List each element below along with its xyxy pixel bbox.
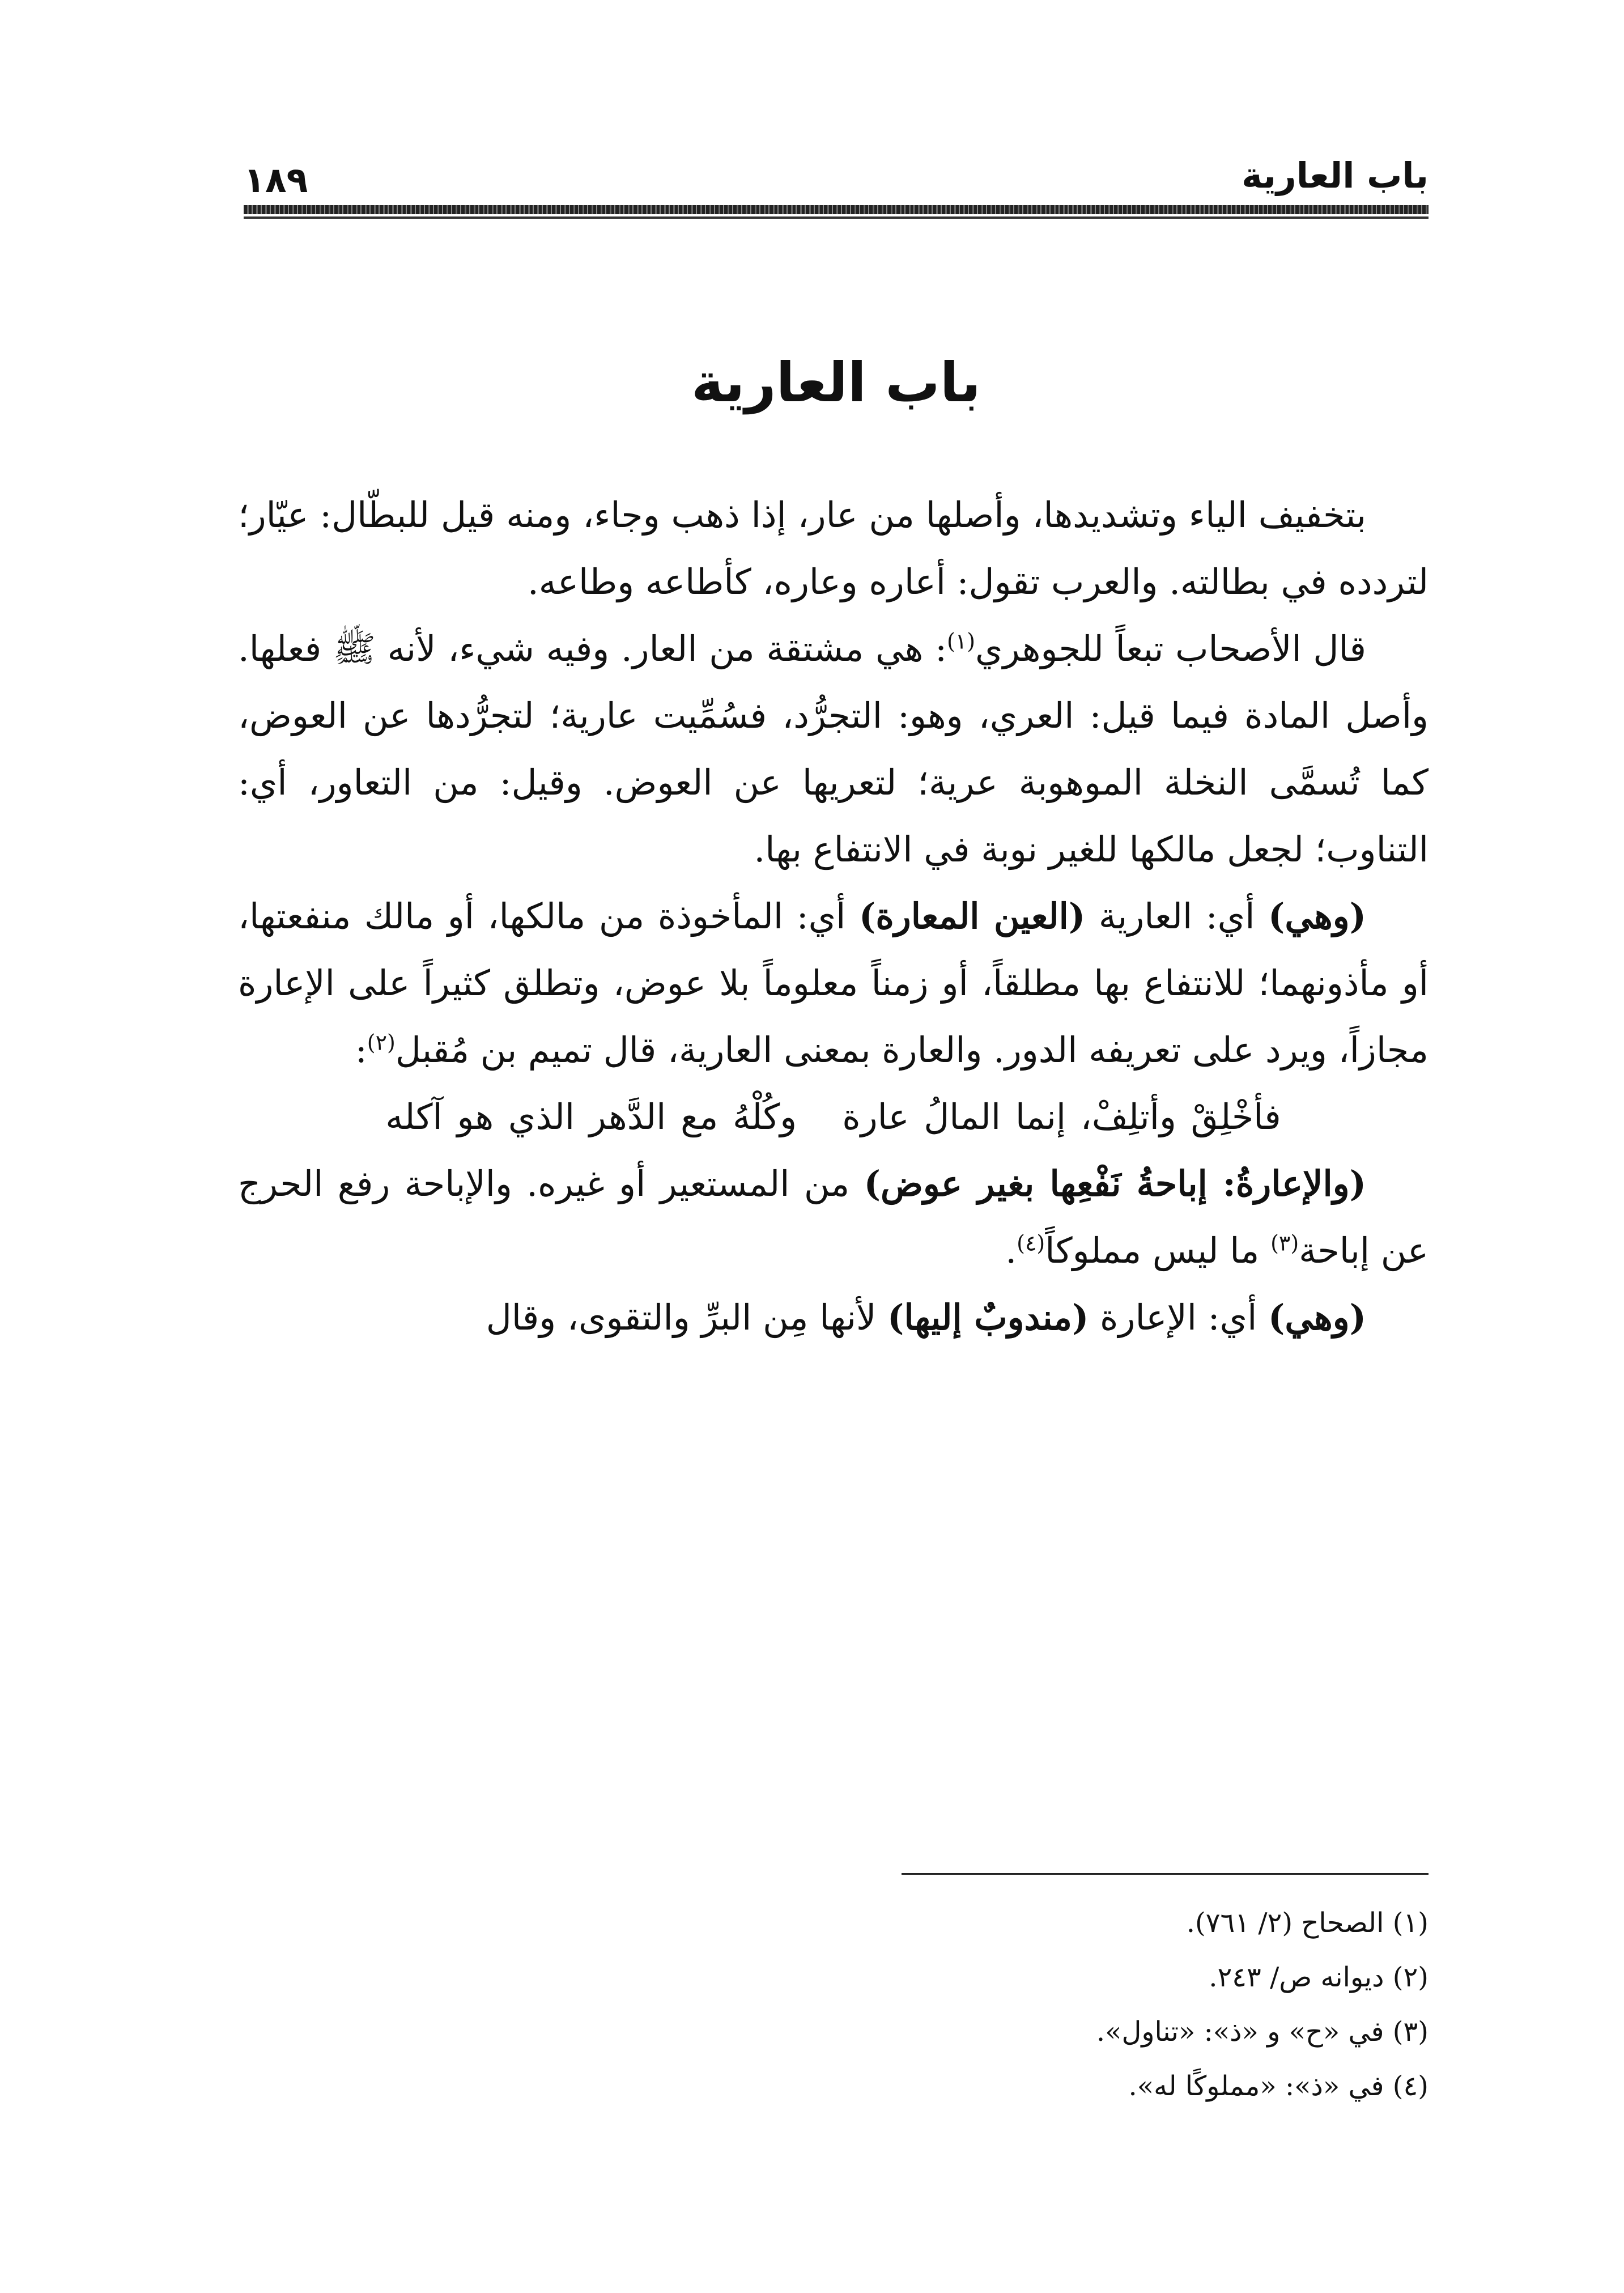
matn-text: (والإعارةُ: إباحةُ نَفْعِها بغير عوض) [864,1163,1366,1204]
body-paragraph [238,482,1429,615]
verse-hemistich: فأخْلِقْ وأتلِفْ، إنما المالُ عارة [842,1096,1281,1137]
footnote: (٣) في «ح» و «ذ»: «تناول». [1096,2016,1429,2048]
body-paragraph [238,615,1429,883]
verse-hemistich: وكُلْهُ مع الدَّهر الذي هو آكله [385,1096,797,1137]
text-run: ما ليس مملوكاً [1045,1230,1271,1271]
footnote-marker: (٤) [1017,1230,1045,1256]
matn-text: (وهي) [1268,895,1367,937]
text-run: لأنها مِن البرِّ والتقوى، وقال [486,1297,888,1338]
header-rule [244,205,1429,214]
text-run: أي: العارية [1085,895,1269,937]
body-paragraph [238,1284,1429,1351]
chapter-title: باب العارية [691,351,981,414]
footnote: (٢) ديوانه ص/ ٢٤٣. [1209,1961,1429,1993]
text-run: : [355,1029,367,1071]
running-header [244,153,1429,215]
footnote-rule [902,1873,1429,1875]
matn-text: (وهي) [1268,1297,1366,1338]
text-run: أي: المأخوذة من مالكها، أو مالك منفعتها، أو مأذونهما؛ للانتفاع بها مطلقاً، أو زمناً معلوماً بلا عوض، وتطلق كثيراً على الإعارة مجازاً، ويرد على تعريفه الدور. والعارة بمعنى العارية، قال تميم بن مُقبل [238,895,1429,1071]
body-text [238,482,1429,1351]
verse-line [238,1084,1429,1150]
header-title: باب العارية [1242,155,1429,196]
footnote-marker: (٣) [1270,1230,1299,1256]
text-run: بتخفيف الياء وتشديدها، وأصلها من عار، إذا ذهب وجاء، ومنه قيل للبطّال: عيّار؛ لتردده في بطالته. والعرب تقول: أعاره وعاره، كأطاعه وطاعه. [238,494,1429,602]
matn-text: (مندوبٌ إليها) [887,1297,1089,1338]
text-run: : هي مشتقة من العار. وفيه شيء، لأنه ﷺ فعلها. وأصل المادة فيما قيل: العري، وهو: التجرُّد، فسُمِّيت عارية؛ لتجرُّدها عن العوض، كما تُسمَّى النخلة الموهوبة عرية؛ لتعريها عن العوض. وقيل: من التعاور، أي: التناوب؛ لجعل مالكها للغير نوبة في الانتفاع بها. [238,628,1429,870]
footnote: (٤) في «ذ»: «مملوكًا له». [1128,2070,1429,2102]
matn-text: (العين المعارة) [858,895,1086,937]
body-paragraph [238,1150,1429,1284]
page-number: ١٨٩ [244,159,308,201]
text-run: قال الأصحاب تبعاً للجوهري [975,628,1366,669]
footnotes [510,1896,1429,2113]
header-rule-thin [244,216,1429,219]
body-paragraph [238,883,1429,1084]
text-run: أي: الإعارة [1089,1297,1269,1338]
text-run: من المستعير أو غيره. والإباحة رفع الحرج عن إباحة [238,1163,1429,1271]
text-run: . [1005,1230,1017,1271]
footnote: (١) الصحاح (٢/ ٧٦١). [1186,1907,1429,1939]
footnote-marker: (٢) [367,1030,396,1055]
footnote-marker: (١) [946,629,976,654]
